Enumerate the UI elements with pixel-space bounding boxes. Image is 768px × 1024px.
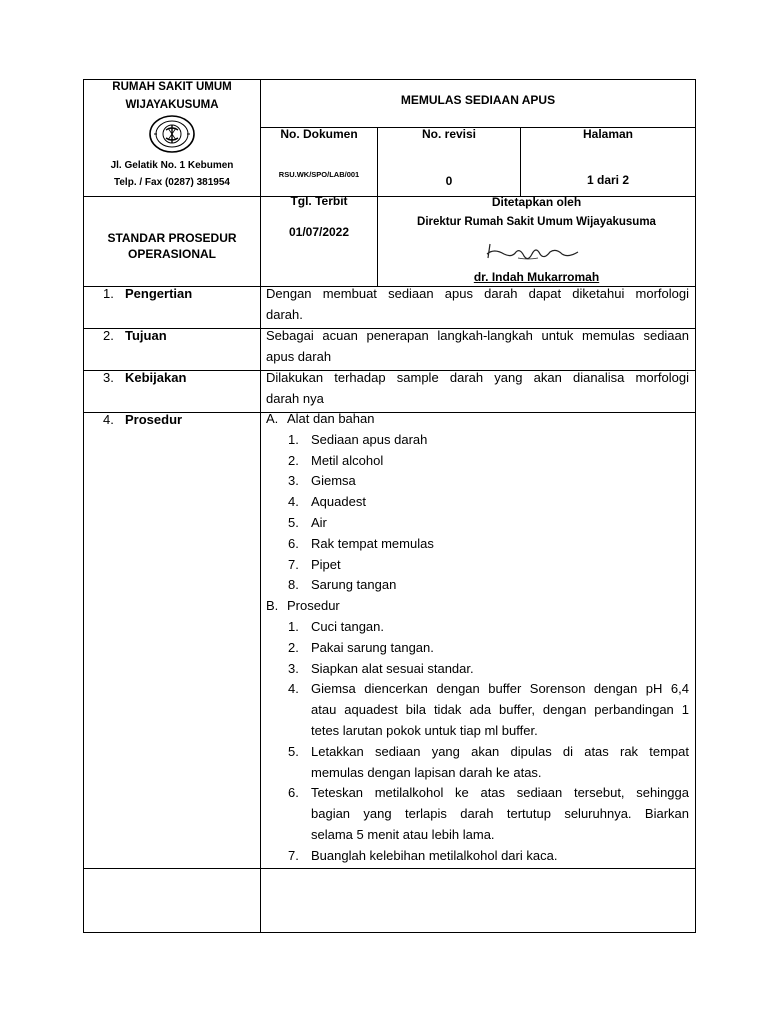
col-header-dokumen: No. Dokumen <box>280 127 358 141</box>
list-item-text: Sarung tangan <box>311 577 397 593</box>
list-item-text: Pipet <box>311 556 341 572</box>
document-title: MEMULAS SEDIAAN APUS <box>400 93 556 107</box>
list-item-number: 4. <box>288 681 299 697</box>
section-3-line-2: darah nya <box>266 390 324 406</box>
list-item <box>266 534 689 555</box>
list-b-heading <box>266 596 689 617</box>
list-item-number: 5. <box>288 743 299 759</box>
section-3-number: 3. <box>103 370 114 385</box>
list-item <box>266 575 689 596</box>
list-item-text: Sediaan apus darah <box>311 431 428 447</box>
list-item-number: 6. <box>288 785 299 801</box>
revisi-value: 0 <box>445 174 453 188</box>
list-item-number: 3. <box>288 660 299 676</box>
alat-bahan-list <box>266 430 689 596</box>
list-item-text: Letakkan sediaan yang akan dipulas di atas rak tempat <box>311 743 689 759</box>
list-item-number: 1. <box>288 618 299 634</box>
list-item <box>266 846 689 867</box>
list-item-number: 1. <box>288 431 299 447</box>
hospital-name-line-2: WIJAYAKUSUMA <box>125 99 219 111</box>
list-item-text: tetes larutan pokok untuk tiap ml buffer. <box>311 722 538 738</box>
list-item-text: Rak tempat memulas <box>311 535 434 551</box>
list-item-number: 7. <box>288 847 299 863</box>
list-item <box>266 451 689 472</box>
prosedur-steps-list <box>266 617 689 867</box>
list-item-number: 3. <box>288 473 299 489</box>
section-2-text <box>266 326 689 368</box>
list-a-title: Alat dan bahan <box>287 411 375 426</box>
list-a-heading <box>266 409 689 430</box>
list-item-number: 8. <box>288 577 299 593</box>
list-item <box>266 617 689 638</box>
tgl-terbit-value: 01/07/2022 <box>288 225 350 239</box>
list-item <box>266 513 689 534</box>
list-item <box>266 742 689 784</box>
section-2-label: Tujuan <box>125 328 167 343</box>
list-b-letter: B. <box>266 598 279 614</box>
section-1-text <box>266 284 689 326</box>
section-1-line-2: darah. <box>266 306 303 322</box>
list-item-text: selama 5 menit atau lebih lama. <box>311 826 495 842</box>
section-1-line-1: Dengan membuat sediaan apus darah dapat diketahui morfologi <box>266 286 689 301</box>
sop-label-line-2: OPERASIONAL <box>127 247 216 261</box>
list-item-number: 2. <box>288 639 299 655</box>
signature <box>484 240 584 264</box>
hospital-name-line-1: RUMAH SAKIT UMUM <box>112 81 232 93</box>
list-item-text: Siapkan alat sesuai standar. <box>311 660 474 676</box>
list-item-text: Buanglah kelebihan metilalkohol dari kaca. <box>311 847 558 863</box>
list-item-text: Pakai sarung tangan. <box>311 639 434 655</box>
list-item-text: atau aquadest bila tidak ada buffer, dengan perbandingan 1 <box>311 702 689 718</box>
address-line: Jl. Gelatik No. 1 Kebumen <box>110 160 234 171</box>
list-item-text: Giemsa <box>311 473 356 489</box>
list-item <box>266 783 689 845</box>
list-item-text: Teteskan metilalkohol ke atas sediaan tersebut, sehingga <box>311 785 689 801</box>
list-b-title: Prosedur <box>287 598 340 614</box>
ditetapkan-label: Ditetapkan oleh <box>491 195 582 209</box>
section-3-text <box>266 368 689 410</box>
hospital-logo <box>148 114 196 154</box>
list-item <box>266 555 689 576</box>
col-header-revisi: No. revisi <box>421 127 477 141</box>
prosedur-content <box>266 409 689 867</box>
section-4-number: 4. <box>103 412 114 427</box>
sop-label <box>84 230 260 262</box>
section-3-label: Kebijakan <box>125 370 187 385</box>
section-1-label: Pengertian <box>125 286 193 301</box>
section-4-label: Prosedur <box>125 412 183 427</box>
list-item-text: Metil alcohol <box>311 452 384 468</box>
list-item <box>266 430 689 451</box>
list-item <box>266 492 689 513</box>
list-item <box>266 659 689 680</box>
hospital-address <box>84 157 260 191</box>
section-3-line-1: Dilakukan terhadap sample darah yang akan dianalisa morfologi <box>266 370 689 385</box>
list-item-text: bagian yang terlapis darah tertutup seluruhnya. Biarkan <box>311 806 689 822</box>
dokumen-value: RSU.WK/SPO/LAB/001 <box>278 170 360 179</box>
hospital-name <box>84 78 260 114</box>
list-item <box>266 679 689 741</box>
sop-label-line-1: STANDAR PROSEDUR <box>107 231 237 245</box>
list-item-number: 5. <box>288 514 299 530</box>
direktur-title: Direktur Rumah Sakit Umum Wijayakusuma <box>417 216 656 228</box>
list-item-text: Giemsa diencerkan dengan buffer Sorenson dengan pH 6,4 <box>311 681 689 697</box>
halaman-value: 1 dari 2 <box>586 173 630 187</box>
section-1-number: 1. <box>103 286 114 301</box>
section-2-line-2: apus darah <box>266 348 332 364</box>
list-item-number: 2. <box>288 452 299 468</box>
list-item <box>266 638 689 659</box>
list-item <box>266 471 689 492</box>
section-2-line-1: Sebagai acuan penerapan langkah-langkah untuk memulas sediaan <box>266 328 689 343</box>
col-header-halaman: Halaman <box>582 127 634 141</box>
tgl-terbit-label: Tgl. Terbit <box>290 194 348 208</box>
list-item-number: 7. <box>288 556 299 572</box>
list-item-number: 4. <box>288 494 299 510</box>
section-2-number: 2. <box>103 328 114 343</box>
list-item-text: Cuci tangan. <box>311 618 384 634</box>
phone-line: Telp. / Fax (0287) 381954 <box>114 177 230 188</box>
list-item-text: Air <box>311 514 327 530</box>
list-item-text: memulas dengan lapisan darah ke atas. <box>311 764 542 780</box>
list-item-text: Aquadest <box>311 494 366 510</box>
signer-name: dr. Indah Mukarromah <box>473 270 600 284</box>
list-item-number: 6. <box>288 535 299 551</box>
list-a-letter: A. <box>266 411 279 426</box>
